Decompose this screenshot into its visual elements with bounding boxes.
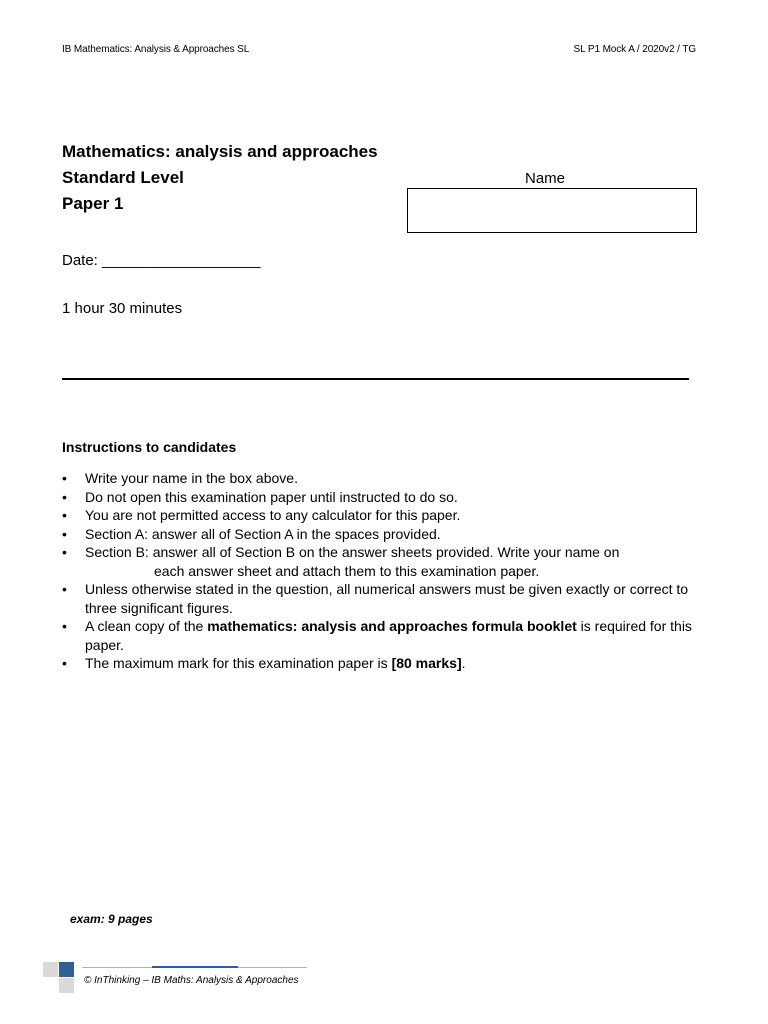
bullet-icon: • (62, 581, 67, 597)
instruction-text: Do not open this examination paper until instructed to do so. (85, 488, 458, 505)
exam-duration: 1 hour 30 minutes (62, 300, 183, 317)
list-item (62, 654, 702, 673)
list-item (62, 469, 702, 488)
footer-logo-square (59, 962, 74, 977)
instructions-heading: Instructions to candidates (62, 439, 237, 455)
instruction-text: Section A: answer all of Section A in the spaces provided. (85, 525, 441, 542)
exam-title: Mathematics: analysis and approaches (62, 142, 378, 161)
list-item (62, 488, 702, 507)
instruction-text: Section B: answer all of Section B on the answer sheets provided. Write your name on (85, 544, 620, 560)
max-marks: [80 marks] (391, 655, 462, 671)
instruction-text: Unless otherwise stated in the question, all numerical answers must be given exactly or correct to three significant figures. (85, 581, 689, 616)
list-item (62, 580, 702, 617)
instructions-list (62, 469, 702, 673)
name-label: Name (525, 170, 566, 187)
bullet-icon: • (62, 525, 67, 542)
name-box[interactable] (407, 188, 697, 233)
list-item (62, 543, 702, 580)
bullet-icon: • (62, 470, 67, 486)
footer-logo-square (43, 962, 58, 977)
header-right-text: SL P1 Mock A / 2020v2 / TG (573, 44, 696, 55)
bullet-icon: • (62, 507, 67, 523)
bullet-icon: • (62, 618, 67, 634)
horizontal-rule (62, 378, 689, 380)
bullet-icon: • (62, 488, 67, 505)
instruction-text-post: is required for this paper. (85, 618, 692, 653)
instruction-text-pre: A clean copy of the (85, 618, 208, 634)
footer-logo-square (59, 978, 74, 993)
instruction-text-continued: each answer sheet and attach them to this examination paper. (154, 562, 540, 579)
list-item (62, 506, 702, 525)
footer-copyright: © InThinking – IB Maths: Analysis & Approaches (84, 975, 299, 986)
instruction-text-pre: The maximum mark for this examination paper is (85, 655, 392, 671)
exam-level: Standard Level (62, 168, 184, 187)
list-item (62, 525, 702, 544)
instruction-text: Write your name in the box above. (85, 470, 298, 486)
footer-divider-accent (152, 966, 238, 968)
page-count-note: exam: 9 pages (70, 912, 153, 926)
instruction-text-post: . (461, 655, 466, 671)
date-line: Date: ___________________ (62, 252, 261, 269)
exam-paper: Paper 1 (62, 194, 124, 213)
bullet-icon: • (62, 655, 67, 671)
list-item (62, 617, 702, 654)
instruction-text: You are not permitted access to any calculator for this paper. (85, 507, 461, 523)
formula-booklet-name: mathematics: analysis and approaches formula booklet (207, 618, 577, 634)
header-left-text: IB Mathematics: Analysis & Approaches SL (62, 44, 250, 55)
bullet-icon: • (62, 544, 67, 560)
